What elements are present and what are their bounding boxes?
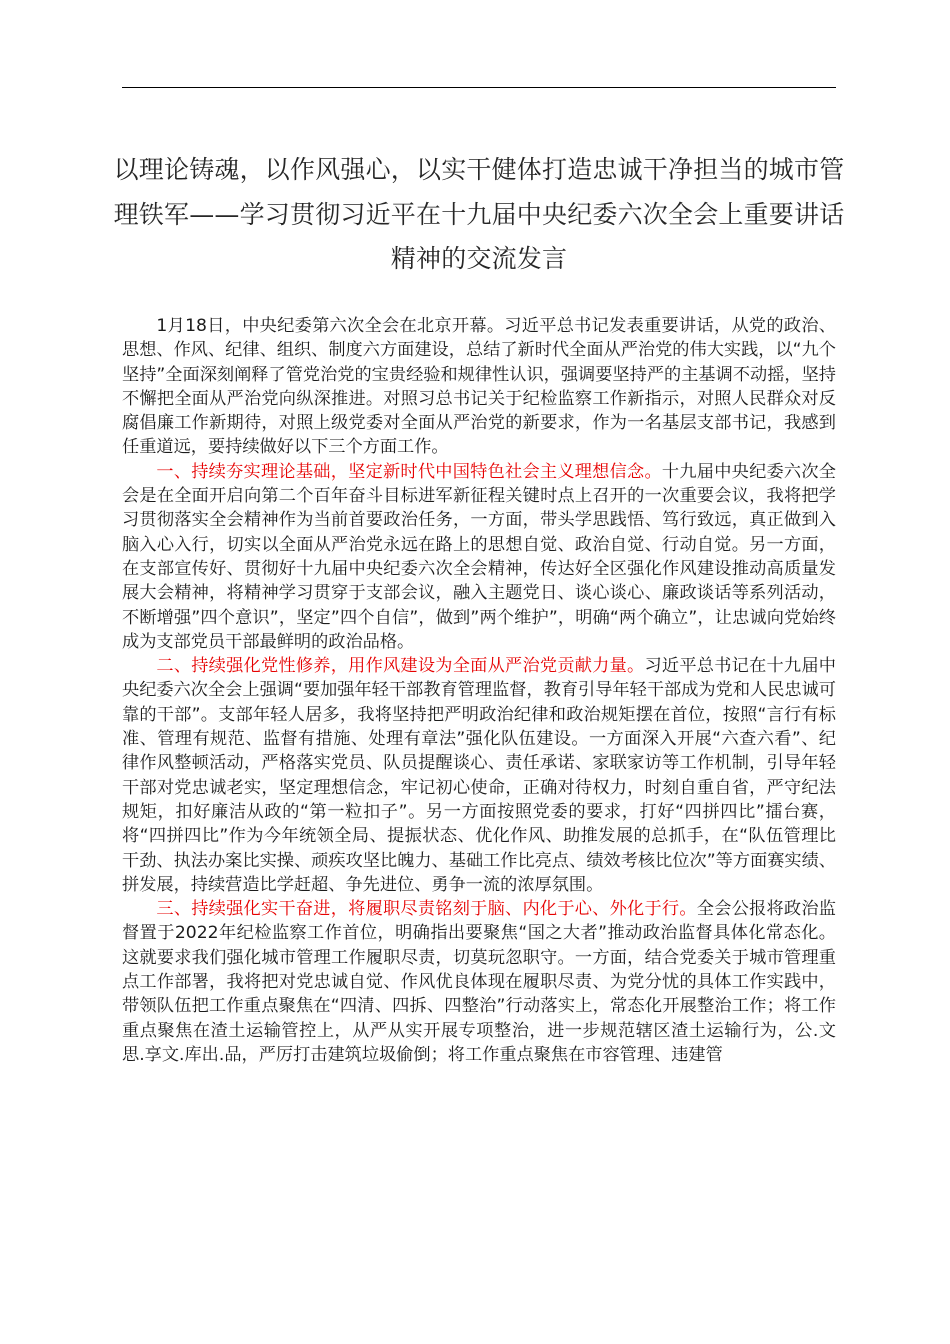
section-heading: 二、持续强化党性修养，用作风建设为全面从严治党贡献力量。 — [156, 656, 645, 677]
paragraph-intro — [122, 314, 836, 460]
paragraph-section-3 — [122, 897, 836, 1067]
document-body — [122, 314, 836, 1067]
paragraph-section-2 — [122, 654, 836, 897]
paragraph-text: 全会公报将政治监督置于2022年纪检监察工作首位，明确指出要聚焦“国之大者”推动政治监督具体化常态化。这就要求我们强化城市管理工作履职尽责，切莫玩忽职守。一方面，结合党委关于城市管理重点工作部署，我将把对党忠诚自觉、作风优良体现在履职尽责、为党分忧的具体工作实践中，带领队伍把工作重点聚焦在“四清、四拆、四整治”行动落实上，常态化开展整治工作；将工作重点聚焦在渣土运输管控上，从严从实开展专项整治，进一步规范辖区渣土运输行为，公.文思.享文.库出.品，严厉打击建筑垃圾偷倒；将工作重点聚焦在市容管理、违建管 — [122, 899, 836, 1065]
header-rule — [122, 87, 836, 88]
document-title: 以理论铸魂，以作风强心，以实干健体打造忠诚干净担当的城市管理铁军——学习贯彻习近平在十九届中央纪委六次全会上重要讲话精神的交流发言 — [113, 155, 845, 273]
paragraph-text: 1月18日，中央纪委第六次全会在北京开幕。习近平总书记发表重要讲话，从党的政治、思想、作风、纪律、组织、制度六方面建设，总结了新时代全面从严治党的伟大实践，以“九个坚持”全面深刻阐释了管党治党的宝贵经验和规律性认识，强调要坚持严的主基调不动摇，坚持不懈把全面从严治党向纵深推进。对照习总书记关于纪检监察工作新指示，对照人民群众对反腐倡廉工作新期待，对照上级党委对全面从严治党的新要求，作为一名基层支部书记，我感到任重道远，要持续做好以下三个方面工作。 — [122, 316, 836, 458]
section-heading: 三、持续强化实干奋进，将履职尽责铭刻于脑、内化于心、外化于行。 — [156, 899, 697, 920]
paragraph-text: 习近平总书记在十九届中央纪委六次全会上强调“要加强年轻干部教育管理监督，教育引导年轻干部成为党和人民忠诚可靠的干部”。支部年轻人居多，我将坚持把严明政治纪律和政治规矩摆在首位，按照“言行有标准、管理有规范、监督有措施、处理有章法”强化队伍建设。一方面深入开展“六查六看”、纪律作风整顿活动，严格落实党员、队员提醒谈心、责任承诺、家联家访等工作机制，引导年轻干部对党忠诚老实，坚定理想信念，牢记初心使命，正确对待权力，时刻自重自省，严守纪法规矩，扣好廉洁从政的“第一粒扣子”。另一方面按照党委的要求，打好“四拼四比”擂台赛，将“四拼四比”作为今年统领全局、提振状态、优化作风、助推发展的总抓手，在“队伍管理比干劲、执法办案比实操、顽疾攻坚比魄力、基础工作比亮点、绩效考核比位次”等方面赛实绩、拼发展，持续营造比学赶超、争先进位、勇争一流的浓厚氛围。 — [122, 656, 836, 895]
section-heading: 一、持续夯实理论基础，坚定新时代中国特色社会主义理想信念。 — [156, 461, 662, 482]
paragraph-section-1 — [122, 460, 836, 654]
paragraph-text: 十九届中央纪委六次全会是在全面开启向第二个百年奋斗目标进军新征程关键时点上召开的一次重要会议，我将把学习贯彻落实全会精神作为当前首要政治任务，一方面，带头学思践悟、笃行致远，真正做到入脑入心入行，切实以全面从严治党永远在路上的思想自觉、政治自觉、行动自觉。另一方面，在支部宣传好、贯彻好十九届中央纪委六次全会精神，传达好全区强化作风建设推动高质量发展大会精神，将精神学习贯穿于支部会议，融入主题党日、谈心谈心、廉政谈话等系列活动，不断增强”四个意识”，坚定”四个自信”，做到”两个维护”，明确“两个确立”，让忠诚向党始终成为支部党员干部最鲜明的政治品格。 — [122, 461, 836, 652]
